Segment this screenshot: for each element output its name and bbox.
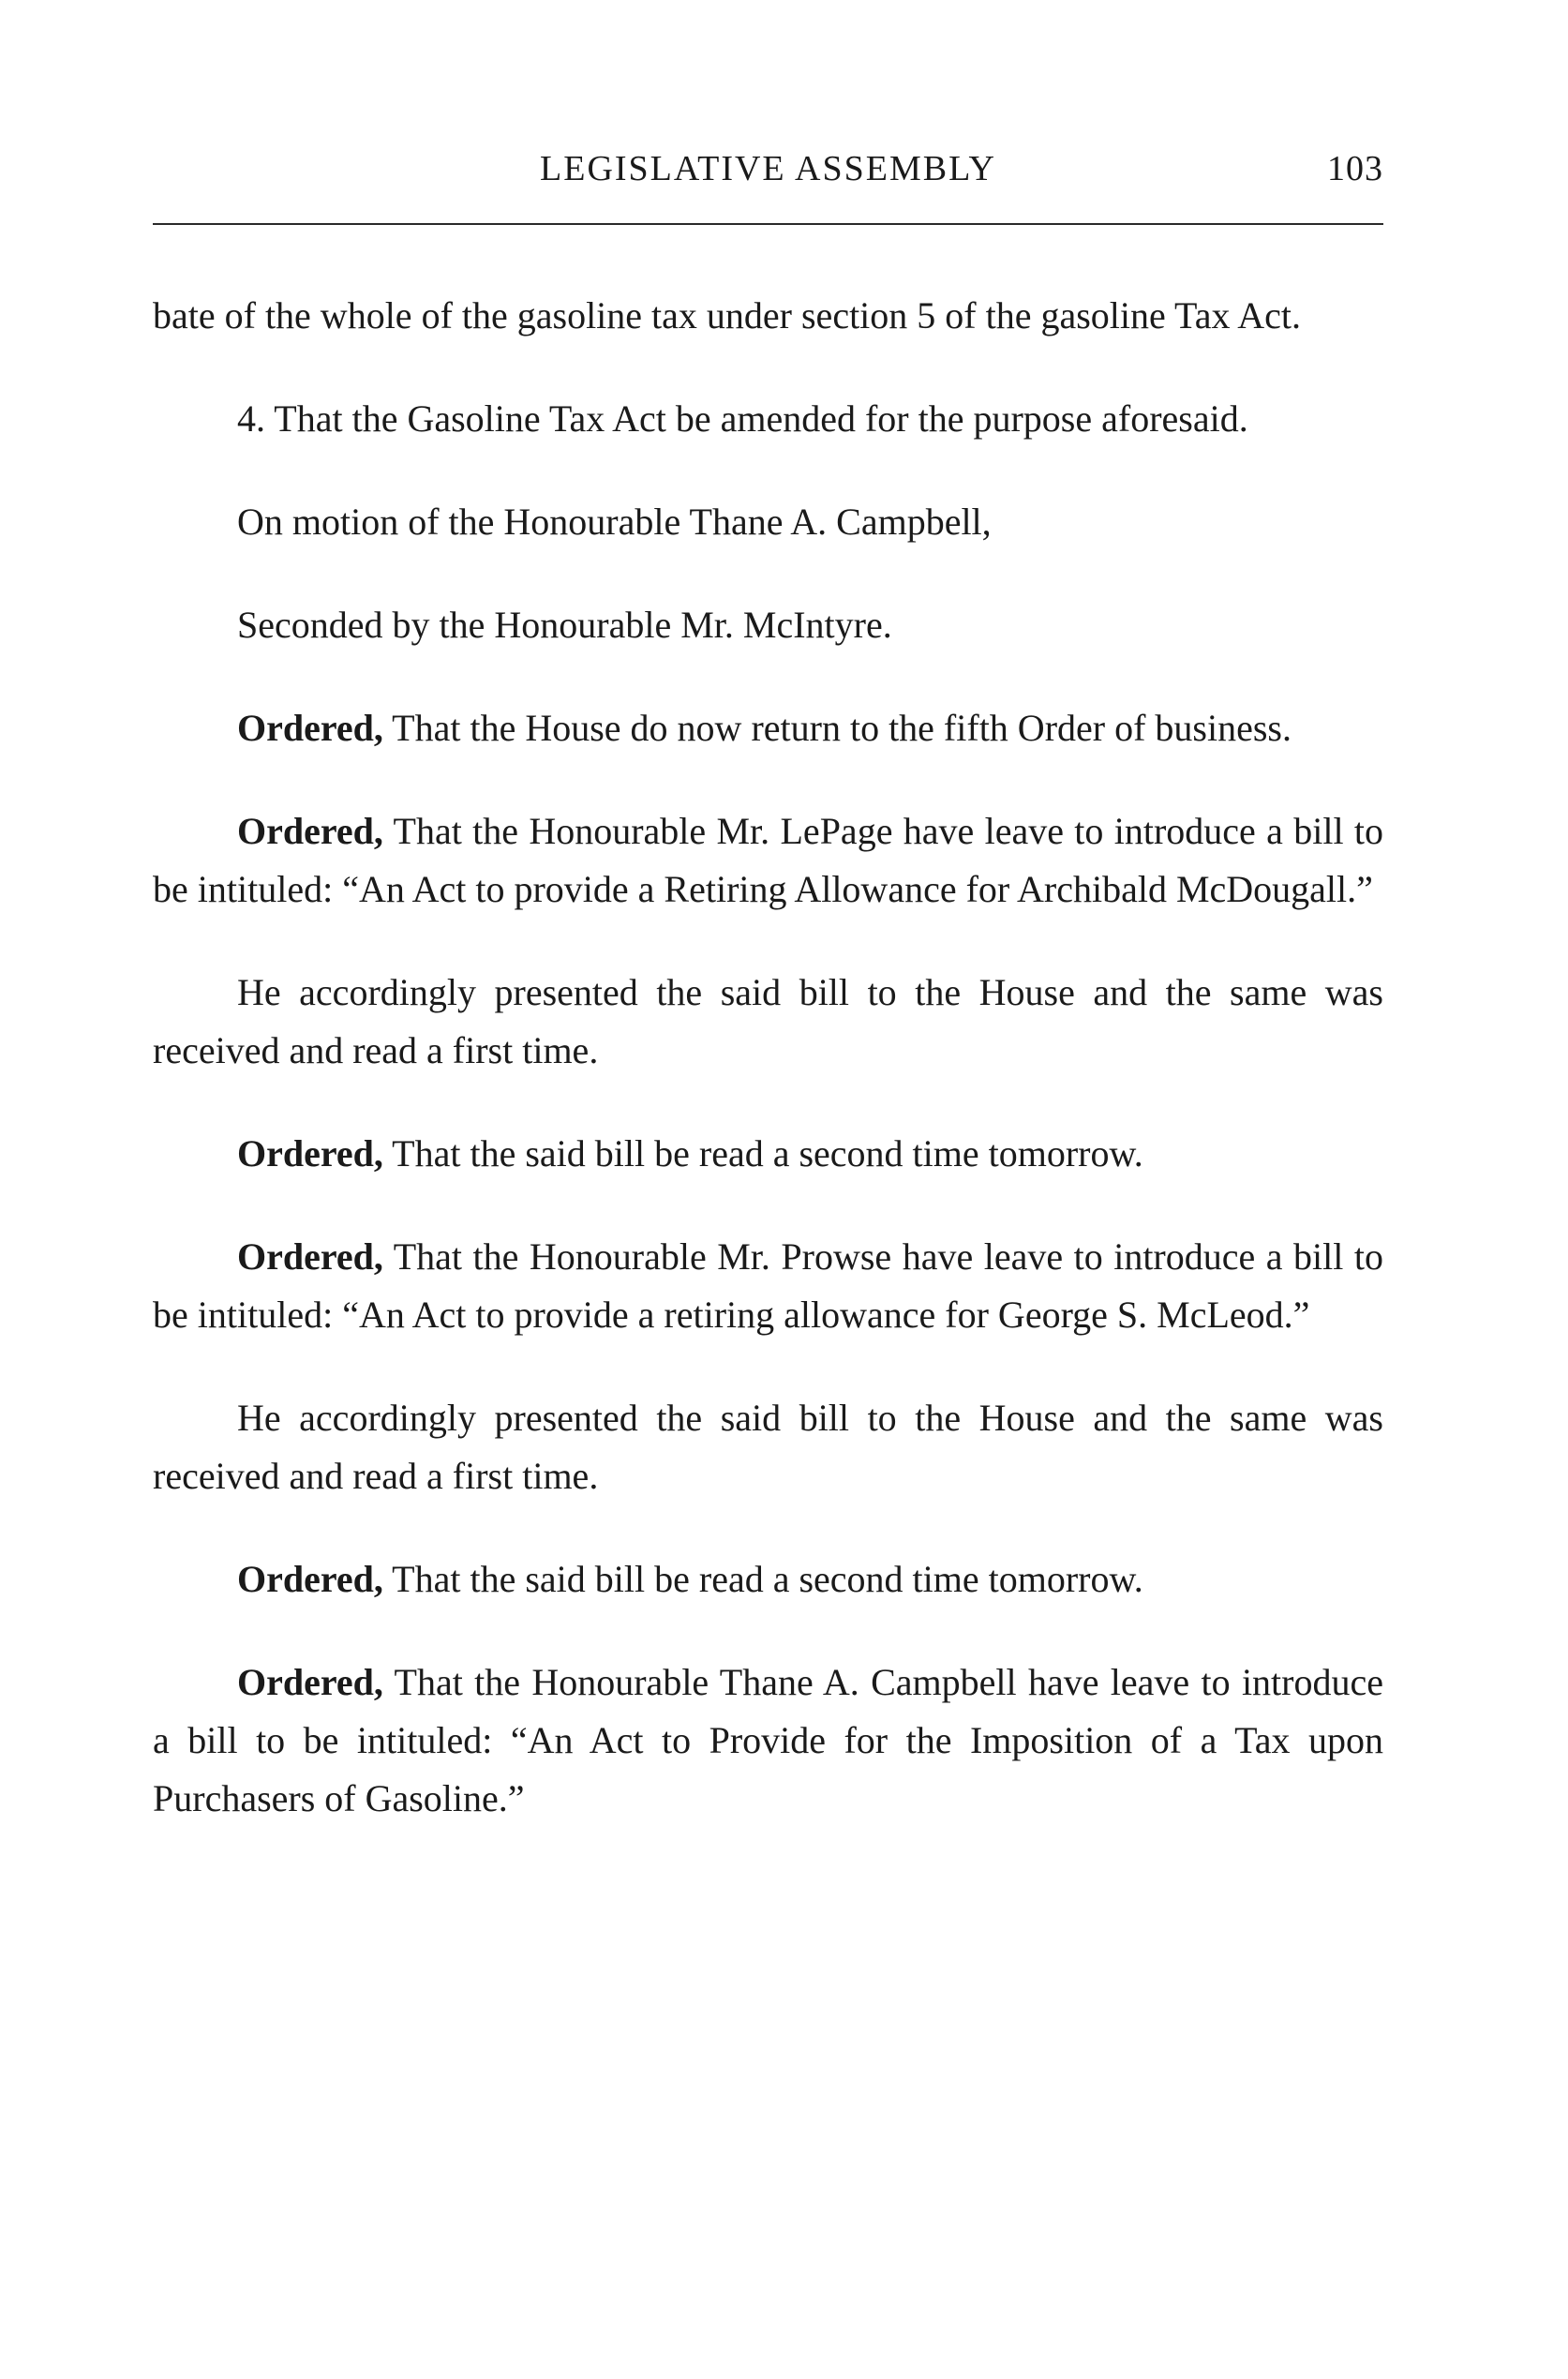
paragraph-order-campbell — [153, 1653, 1383, 1828]
paragraph-text: Seconded by the Honourable Mr. McIntyre. — [237, 604, 892, 646]
paragraph-text: He accordingly presented the said bill to the House and the same was received and read a first time. — [153, 971, 1383, 1071]
ordered-lead: Ordered, — [237, 1661, 383, 1703]
ordered-lead: Ordered, — [237, 707, 383, 749]
ordered-lead: Ordered, — [237, 810, 383, 852]
page-number: 103 — [1327, 149, 1383, 188]
paragraph-motion — [153, 493, 1383, 551]
ordered-lead: Ordered, — [237, 1235, 383, 1278]
paragraph-second-reading — [153, 1550, 1383, 1608]
paragraph-order-lepage — [153, 802, 1383, 919]
paragraph-text: That the Honourable Thane A. Campbell have leave to introduce a bill to be intituled: “An Act to Provide for the Imposition of a Tax upon Purchasers of Gasoline.” — [153, 1661, 1383, 1819]
paragraph-continuation — [153, 287, 1383, 345]
paragraph-text: bate of the whole of the gasoline tax under section 5 of the gasoline Tax Act. — [153, 294, 1301, 337]
paragraph-text: On motion of the Honourable Thane A. Campbell, — [237, 501, 992, 543]
header-title: LEGISLATIVE ASSEMBLY — [540, 149, 996, 188]
paragraph-seconded — [153, 596, 1383, 654]
running-header — [153, 148, 1383, 204]
paragraph-text: That the said bill be read a second time tomorrow. — [382, 1558, 1143, 1600]
paragraph-presented — [153, 964, 1383, 1080]
paragraph-resolution-4 — [153, 390, 1383, 448]
paragraph-order-fifth — [153, 699, 1383, 757]
ordered-lead: Ordered, — [237, 1132, 383, 1175]
ordered-lead: Ordered, — [237, 1558, 383, 1600]
paragraph-presented — [153, 1389, 1383, 1505]
paragraph-second-reading — [153, 1125, 1383, 1183]
paragraph-text: That the Honourable Mr. LePage have leave to introduce a bill to be intituled: “An Act to provide a Retiring Allowance for Archibald McDougall.” — [153, 810, 1383, 910]
paragraph-order-prowse — [153, 1228, 1383, 1344]
paragraph-text: That the House do now return to the fifth Order of business. — [382, 707, 1292, 749]
paragraph-text: That the said bill be read a second time tomorrow. — [382, 1132, 1143, 1175]
body-text — [153, 287, 1383, 1873]
header-rule — [153, 223, 1383, 225]
paragraph-text: That the Honourable Mr. Prowse have leave to introduce a bill to be intituled: “An Act to provide a retiring allowance for George S. McLeod.” — [153, 1235, 1383, 1336]
paragraph-text: 4. That the Gasoline Tax Act be amended for the purpose aforesaid. — [237, 397, 1248, 440]
paragraph-text: He accordingly presented the said bill to the House and the same was received and read a first time. — [153, 1397, 1383, 1497]
